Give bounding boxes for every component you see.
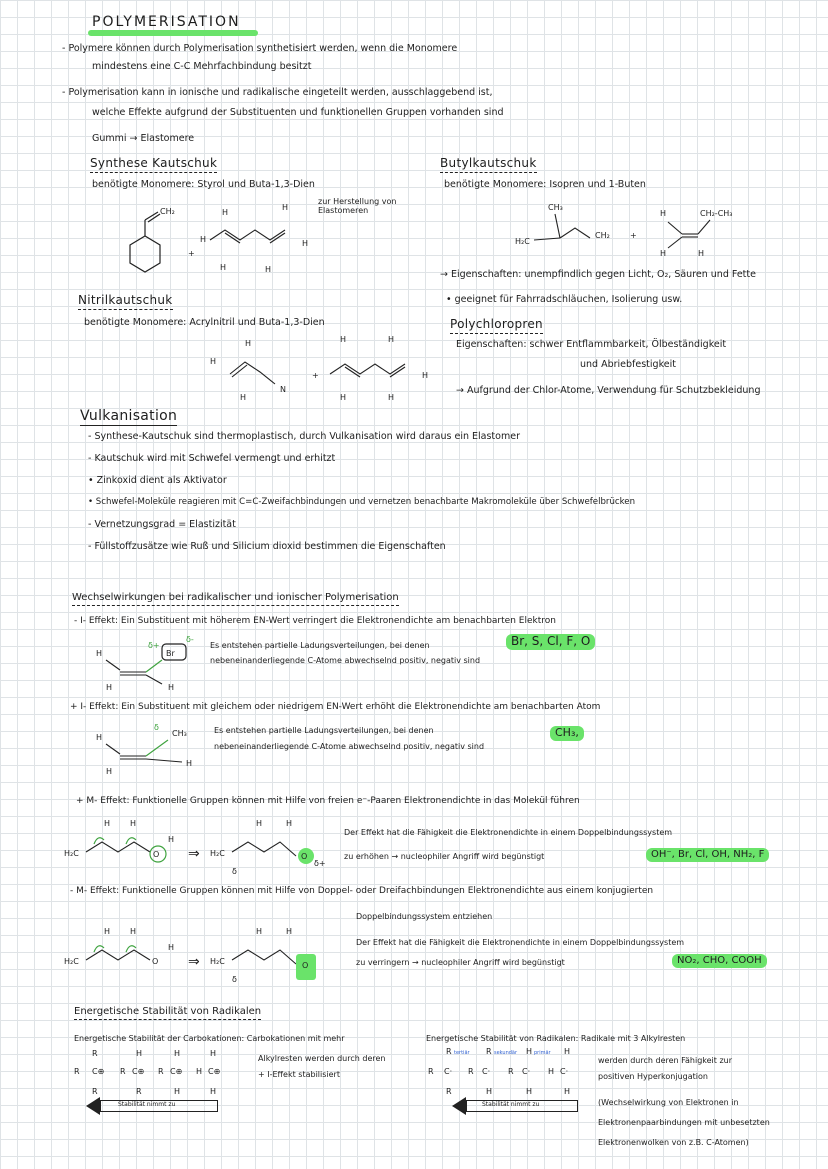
pm-h2c-1: H₂C xyxy=(64,849,79,858)
rd-h3: H xyxy=(526,1087,533,1096)
nitril-monomers: benötigte Monomere: Acrylnitril und Buta-1,3-Dien xyxy=(84,317,325,328)
mi-h3: H xyxy=(168,683,175,692)
nitril-heading: Nitrilkautschuk xyxy=(78,294,173,310)
carbo-arrow-label: Stabilität nimmt zu xyxy=(118,1101,176,1108)
isopren-h2c: H₂C xyxy=(515,237,530,246)
buten-h3: H xyxy=(698,249,705,258)
ck-r6: R xyxy=(158,1067,164,1076)
energie-heading: Energetische Stabilität von Radikalen xyxy=(74,1006,261,1020)
rad-arrow-label: Stabilität nimmt zu xyxy=(482,1101,540,1108)
carbo-arrow-head xyxy=(86,1097,100,1115)
minus-i-structure xyxy=(96,634,206,694)
plus-m-title: + M- Effekt: Funktionelle Gruppen können mit Hilfe von freien e⁻-Paaren Elektronendichte in das Molekül führen xyxy=(76,796,580,806)
mi-h1: H xyxy=(96,649,103,658)
butyl-monomers: benötigte Monomere: Isopren und 1-Buten xyxy=(444,179,646,190)
synth-note: zur Herstellung von Elastomeren xyxy=(318,197,397,216)
butyl-heading: Butylkautschuk xyxy=(440,157,537,173)
rd-r4: R xyxy=(486,1047,492,1056)
plus-1: + xyxy=(188,249,195,258)
pm-h-b: H xyxy=(130,819,137,828)
ck-h5: H xyxy=(196,1067,203,1076)
pm-o-2: O xyxy=(301,852,308,861)
acryl-h2: H xyxy=(245,339,252,348)
rd-r1: R xyxy=(446,1047,452,1056)
carbo-l2: + I-Effekt stabilisiert xyxy=(258,1070,340,1079)
acryl-h1: H xyxy=(210,357,217,366)
plus-m-l1: Der Effekt hat die Fähigkeit die Elektronendichte in einem Doppelbindungssystem xyxy=(344,828,673,837)
minus-m-l2: zu verringern → nucleophiler Angriff wird begünstigt xyxy=(356,958,565,967)
pi-h3: H xyxy=(186,759,193,768)
isopren-ch2: CH₂ xyxy=(595,231,610,240)
minus-m-l1: Der Effekt hat die Fähigkeit die Elektronendichte in einem Doppelbindungssystem xyxy=(356,938,685,947)
intro-line-4: welche Effekte aufgrund der Substituenten und funktionellen Gruppen vorhanden sind xyxy=(92,107,504,118)
rd-c2: C· xyxy=(482,1067,491,1076)
rd-tert: tertiär xyxy=(454,1050,470,1056)
plus-m-structures xyxy=(64,814,344,878)
mm-h-e: H xyxy=(286,927,293,936)
pm-h-e: H xyxy=(286,819,293,828)
bd2-h5: H xyxy=(422,371,429,380)
plus-3: + xyxy=(312,371,319,380)
bd2-h3: H xyxy=(340,393,347,402)
plus-i-l1: Es entstehen partielle Ladungsverteilungen, bei denen xyxy=(214,726,434,735)
minus-i-title: - I- Effekt: Ein Substituent mit höherem EN-Wert verringert die Elektronendichte am benachbarten Elektron xyxy=(74,616,556,626)
rad-l1: werden durch deren Fähigkeit zur xyxy=(598,1056,733,1065)
mi-delta-p: δ+ xyxy=(148,641,160,650)
vulk-line-4: • Schwefel-Moleküle reagieren mit C=C-Zweifachbindungen und vernetzen benachbarte Makromoleküle über Schwefelbrücken xyxy=(88,497,636,507)
bd2-h1: H xyxy=(340,335,347,344)
rd-r5: R xyxy=(468,1067,474,1076)
bd-h-3: H xyxy=(220,263,227,272)
acryl-n: N xyxy=(280,385,286,394)
page-title: POLYMERISATION xyxy=(92,14,241,30)
poly-props1: Eigenschaften: schwer Entflammbarkeit, Ölbeständigkeit xyxy=(456,339,727,350)
ck-c1: C⊕ xyxy=(92,1067,105,1076)
poly-heading: Polychloropren xyxy=(450,318,543,334)
mm-h-a: H xyxy=(104,927,111,936)
plus-i-l2: nebeneinanderliegende C-Atome abwechselnd positiv, negativ sind xyxy=(214,742,485,751)
bd-h-1: H xyxy=(200,235,207,244)
ck-h6: H xyxy=(210,1087,217,1096)
bd2-h2: H xyxy=(388,335,395,344)
carbo-l1: Alkylresten werden durch deren xyxy=(258,1054,386,1063)
rd-prim: primär xyxy=(534,1050,551,1056)
minus-i-l2: nebeneinanderliegende C-Atome abwechselnd positiv, negativ sind xyxy=(210,656,481,665)
intro-line-1: - Polymere können durch Polymerisation synthetisiert werden, wenn die Monomere xyxy=(62,43,458,54)
rad-l4: Elektronenpaarbindungen mit unbesetzten xyxy=(598,1118,770,1127)
vulk-line-3: • Zinkoxid dient als Aktivator xyxy=(88,475,227,486)
synth-heading: Synthese Kautschuk xyxy=(90,157,217,173)
bd-h-6: H xyxy=(302,239,309,248)
ck-r4: R xyxy=(120,1067,126,1076)
rd-r3: R xyxy=(446,1087,452,1096)
ck-h2: H xyxy=(174,1049,181,1058)
mi-h2: H xyxy=(106,683,113,692)
minus-m-l0: Doppelbindungssystem entziehen xyxy=(356,912,493,921)
ck-h3: H xyxy=(174,1087,181,1096)
styrol-butadien-structures xyxy=(110,200,330,280)
bd-h-2: H xyxy=(222,208,229,217)
pm-h-a: H xyxy=(104,819,111,828)
rad-l2: positiven Hyperkonjugation xyxy=(598,1072,708,1081)
buten-ch2ch3: CH₂-CH₃ xyxy=(700,209,733,218)
plus-m-l2: zu erhöhen → nucleophiler Angriff wird begünstigt xyxy=(344,852,545,861)
isopren-ch3: CH₃ xyxy=(548,203,563,212)
mm-o-2: O xyxy=(302,961,309,970)
mm-arrow: ⇒ xyxy=(188,954,200,970)
ck-h4: H xyxy=(210,1049,217,1058)
pi-ch3: CH₃ xyxy=(172,729,187,738)
minus-i-l1: Es entstehen partielle Ladungsverteilungen, bei denen xyxy=(210,641,430,650)
rad-arrow-head xyxy=(452,1097,466,1115)
title-highlight xyxy=(88,30,258,36)
rd-h5: H xyxy=(548,1067,555,1076)
isopren-buten-structures xyxy=(510,198,740,268)
rad-title: Energetische Stabilität von Radikalen: Radikale mit 3 Alkylresten xyxy=(426,1034,686,1043)
rad-l5: Elektronenwolken von z.B. C-Atomen) xyxy=(598,1138,749,1147)
rd-sek: sekundär xyxy=(494,1050,518,1056)
ck-c3: C⊕ xyxy=(170,1067,183,1076)
plus-i-title: + I- Effekt: Ein Substituent mit gleichem oder niedrigem EN-Wert erhöht die Elektronendichte am benachbarten Atom xyxy=(70,702,601,712)
pm-o-1: O xyxy=(153,850,160,859)
ck-c4: C⊕ xyxy=(208,1067,221,1076)
intro-line-3: - Polymerisation kann in ionische und radikalische eingeteilt werden, ausschlaggebend ist, xyxy=(62,87,493,98)
poly-use: → Aufgrund der Chlor-Atome, Verwendung für Schutzbekleidung xyxy=(456,385,761,396)
wechsel-heading: Wechselwirkungen bei radikalischer und ionischer Polymerisation xyxy=(72,592,399,606)
ck-r5: R xyxy=(136,1087,142,1096)
vulk-line-6: - Füllstoffzusätze wie Ruß und Silicium dioxid bestimmen die Eigenschaften xyxy=(88,541,446,552)
rd-h2: H xyxy=(526,1047,533,1056)
ck-r2: R xyxy=(74,1067,80,1076)
acryl-h3: H xyxy=(240,393,247,402)
poly-props2: und Abriebfestigkeit xyxy=(580,359,676,370)
bd-h-4: H xyxy=(265,265,272,274)
butyl-props: → Eigenschaften: unempfindlich gegen Licht, O₂, Säuren und Fette xyxy=(440,269,756,280)
pm-arrow: ⇒ xyxy=(188,846,200,862)
pm-h2c-2: H₂C xyxy=(210,849,225,858)
vulk-line-5: - Vernetzungsgrad = Elastizität xyxy=(88,519,236,530)
carbo-title: Energetische Stabilität der Carbokationen: Carbokationen mit mehr xyxy=(74,1034,345,1043)
intro-line-2: mindestens eine C-C Mehrfachbindung besitzt xyxy=(92,61,312,72)
ck-h1: H xyxy=(136,1049,143,1058)
minus-i-highlight: Br, S, Cl, F, O xyxy=(506,634,595,650)
mm-o-1: O xyxy=(152,957,159,966)
mm-h2c-2: H₂C xyxy=(210,957,225,966)
rad-l3: (Wechselwirkung von Elektronen in xyxy=(598,1098,739,1107)
styrol-ch2: CH₂ xyxy=(160,207,175,216)
mi-br: Br xyxy=(166,649,175,658)
rd-r2: R xyxy=(428,1067,434,1076)
pm-h-c: H xyxy=(168,835,175,844)
minus-m-structures xyxy=(64,922,344,986)
mm-h-d: H xyxy=(256,927,263,936)
pi-h1: H xyxy=(96,733,103,742)
synth-monomers: benötigte Monomere: Styrol und Buta-1,3-Dien xyxy=(92,179,315,190)
carbokation-structures xyxy=(74,1046,254,1100)
rd-c1: C· xyxy=(444,1067,453,1076)
rd-c3: C· xyxy=(522,1067,531,1076)
butyl-use: • geeignet für Fahrradschläuchen, Isolierung usw. xyxy=(446,294,683,305)
plus-i-highlight: CH₃, xyxy=(550,726,584,741)
rd-r6: R xyxy=(508,1067,514,1076)
vulk-heading: Vulkanisation xyxy=(80,408,177,426)
mm-d: δ xyxy=(232,975,237,984)
ck-r1: R xyxy=(92,1049,98,1058)
ck-c2: C⊕ xyxy=(132,1067,145,1076)
bd-h-5: H xyxy=(282,203,289,212)
intro-line-5: Gummi → Elastomere xyxy=(92,133,195,144)
plus-m-highlight: OH⁻, Br, Cl, OH, NH₂, F xyxy=(646,848,769,862)
rd-h1: H xyxy=(486,1087,493,1096)
mm-h2c-1: H₂C xyxy=(64,957,79,966)
rd-c4: C· xyxy=(560,1067,569,1076)
mi-delta-m: δ- xyxy=(186,635,194,644)
mm-h-c: H xyxy=(168,943,175,952)
plus-2: + xyxy=(630,231,637,240)
buten-h1: H xyxy=(660,209,667,218)
minus-m-title: - M- Effekt: Funktionelle Gruppen können mit Hilfe von Doppel- oder Dreifachbindungen Elektronendichte aus einem konjugierten xyxy=(70,886,654,896)
rd-h4: H xyxy=(564,1047,571,1056)
pi-h2: H xyxy=(106,767,113,776)
pi-delta: δ xyxy=(154,723,159,732)
minus-m-highlight: NO₂, CHO, COOH xyxy=(672,954,767,968)
vulk-line-1: - Synthese-Kautschuk sind thermoplastisch, durch Vulkanisation wird daraus ein Elastomer xyxy=(88,431,520,442)
pm-d: δ xyxy=(232,867,237,876)
acrylnitril-butadien-structures xyxy=(200,334,440,404)
pm-h-d: H xyxy=(256,819,263,828)
ck-r3: R xyxy=(92,1087,98,1096)
buten-h2: H xyxy=(660,249,667,258)
vulk-line-2: - Kautschuk wird mit Schwefel vermengt und erhitzt xyxy=(88,453,336,464)
radikal-structures xyxy=(428,1046,588,1100)
mm-h-b: H xyxy=(130,927,137,936)
plus-i-structure xyxy=(96,718,206,778)
pm-dp: δ+ xyxy=(314,859,326,868)
bd2-h4: H xyxy=(388,393,395,402)
rd-h6: H xyxy=(564,1087,571,1096)
